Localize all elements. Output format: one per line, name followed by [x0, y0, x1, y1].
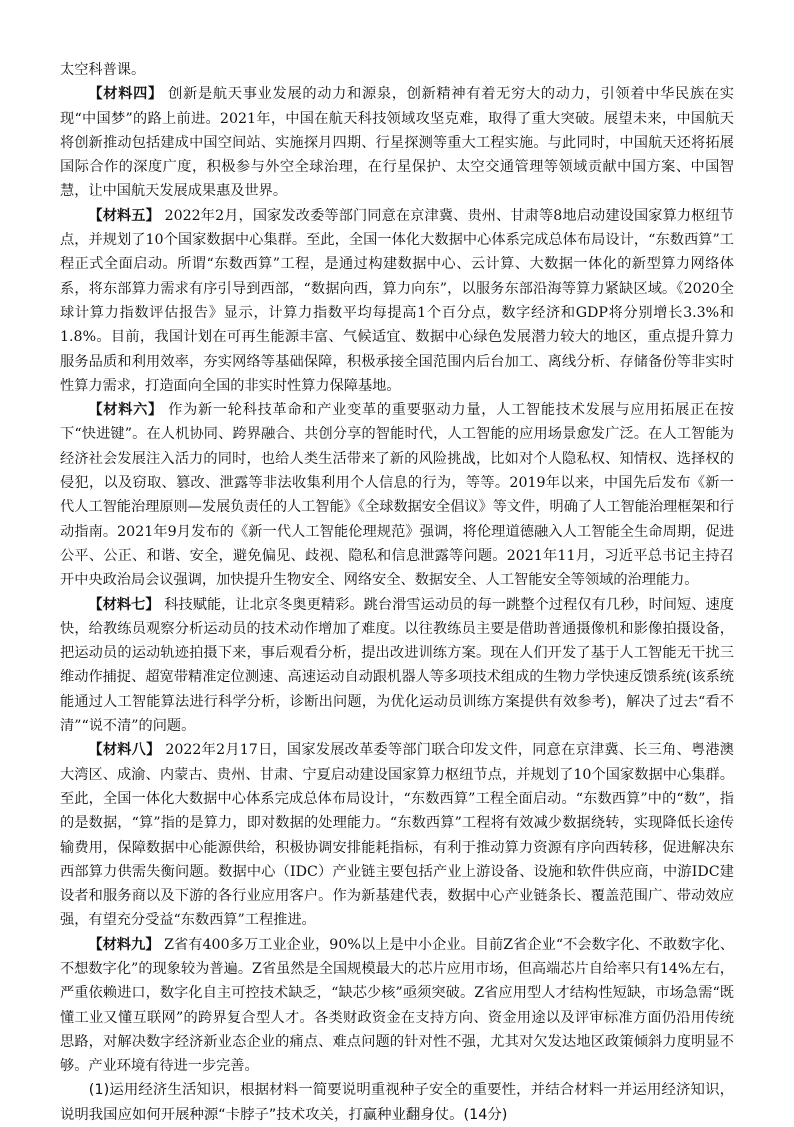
material-8 — [60, 738, 734, 932]
material-text: 科技赋能，让北京冬奥更精彩。跳台滑雪运动员的每一跳整个过程仅有几秒，时间短、速度快，给教练员观察分析运动员的技术动作增加了难度。以往教练员主要是借助普通摄像机和影像拍摄设备，把运动员的运动轨迹拍摄下来，事后观看分析，提出改进训练方案。现在人们开发了基于人工智能无干扰三维动作捕捉、超宽带精准定位测速、高速运动自动跟机器人等多项技术组成的生物力学快速反馈系统(该系统能通过人工智能算法进行科学分析，诊断出问题，为优化运动员训练方案提供有效参考)，解决了过去“看不清”“说不清”的问题。 — [60, 596, 734, 735]
material-text: 2022年2月，国家发改委等部门同意在京津冀、贵州、甘肃等8地启动建设国家算力枢纽节点，并规划了10个国家数据中心集群。至此，全国一体化大数据中心体系完成总体布局设计，“东数西算”工程正式全面启动。所谓“东数西算”工程，是通过构建数据中心、云计算、大数据一体化的新型算力网络体系，将东部算力需求有序引导到西部，“数据向西，算力向东”，以服务东部沿海等算力紧缺区域。《2020全球计算力指数评估报告》显示，计算力指数平均每提高1个百分点，数字经济和GDP将分别增长3.3%和1.8%。目前，我国计划在可再生能源丰富、气候适宜、数据中心绿色发展潜力较大的地区，重点提升算力服务品质和利用效率，夯实网络等基础保障，积极承接全国范围内后台加工、离线分析、存储备份等非实时性算力需求，打造面向全国的非实时性算力保障基地。 — [60, 207, 734, 394]
material-text: 作为新一轮科技革命和产业变革的重要驱动力量，人工智能技术发展与应用拓展正在按下“快进键”。在人机协同、跨界融合、共创分享的智能时代，人工智能的应用场景愈发广泛。在人工智能为经济社会发展注入活力的同时，也给人类生活带来了新的风险挑战，比如对个人隐私权、知情权、选择权的侵犯，以及窃取、篡改、泄露等非法收集利用个人信息的行为，等等。2019年以来，中国先后发布《新一代人工智能治理原则—发展负责任的人工智能》《全球数据安全倡议》等文件，明确了人工智能治理框架和行动指南。2021年9月发布的《新一代人工智能伦理规范》强调，将伦理道德融入人工智能全生命周期，促进公平、公正、和谐、安全，避免偏见、歧视、隐私和信息泄露等问题。2021年11月，习近平总书记主持召开中央政治局会议强调，加快提升生物安全、网络安全、数据安全、人工智能安全等领域的治理能力。 — [60, 402, 734, 589]
material-label: 【材料八】 — [88, 742, 161, 759]
question-1: (1)运用经济生活知识，根据材料一简要说明重视种子安全的重要性，并结合材料一并运用经济知识，说明我国应如何开展种源“卡脖子”技术攻关，打赢种业翻身仗。(14分) — [60, 1082, 734, 1123]
material-label: 【材料六】 — [88, 402, 163, 419]
material-text: 创新是航天事业发展的动力和源泉，创新精神有着无穷大的动力，引领着中华民族在实现“中国梦”的路上前进。2021年，中国在航天科技领域攻坚克难，取得了重大突破。展望未来，中国航天将创新推动包括建成中国空间站、实施探月四期、行星探测等重大工程实施。与此同时，中国航天还将拓展国际合作的深度广度，积极参与外空全球治理，在行星保护、太空交通管理等领域贡献中国方案、中国智慧，让中国航天发展成果惠及世界。 — [60, 86, 734, 200]
material-7 — [60, 593, 734, 739]
material-label: 【材料五】 — [88, 207, 160, 224]
material-5 — [60, 204, 734, 398]
material-label: 【材料四】 — [88, 86, 163, 103]
material-label: 【材料七】 — [88, 596, 160, 613]
material-label: 【材料九】 — [88, 936, 160, 953]
material-text: Z省有400多万工业企业，90%以上是中小企业。目前Z省企业“不会数字化、不敢数字化、不想数字化”的现象较为普遍。Z省虽然是全国规模最大的芯片应用市场，但高端芯片自给率只有14%左右，严重依赖进口，数字化自主可控技术缺乏，“缺芯少核”亟须突破。Z省应用型人才结构性短缺，市场急需“既懂工业又懂互联网”的跨界复合型人才。各类财政资金在支持方向、资金用途以及评审标准方面仍沿用传统思路，对解决数字经济新业态企业的痛点、难点问题的针对性不强，尤其对欠发达地区政策倾斜力度明显不够。产业环境有待进一步完善。 — [60, 936, 734, 1075]
material-6 — [60, 398, 734, 592]
material-4 — [60, 82, 734, 203]
material-text: 2022年2月17日，国家发展改革委等部门联合印发文件，同意在京津冀、长三角、粤港澳大湾区、成渝、内蒙古、贵州、甘肃、宁夏启动建设国家算力枢纽节点，并规划了10个国家数据中心集群。至此，全国一体化大数据中心体系完成总体布局设计，“东数西算”工程全面启动。“东数西算”中的“数”，指的是数据，“算”指的是算力，即对数据的处理能力。“东数西算”工程将有效减少数据绕转，实现降低长途传输费用，保障数据中心能源供给，积极协调安排能耗指标，有利于推动算力资源有序向西转移，促进解决东西部算力供需失衡问题。数据中心（IDC）产业链主要包括产业上游设备、设施和软件供应商，中游IDC建设者和服务商以及下游的各行业应用客户。作为新基建代表，数据中心产业链条长、覆盖范围广、带动效应强，有望充分受益“东数西算”工程推进。 — [60, 742, 734, 929]
material-9 — [60, 933, 734, 1079]
continuation-text: 太空科普课。 — [60, 62, 146, 78]
